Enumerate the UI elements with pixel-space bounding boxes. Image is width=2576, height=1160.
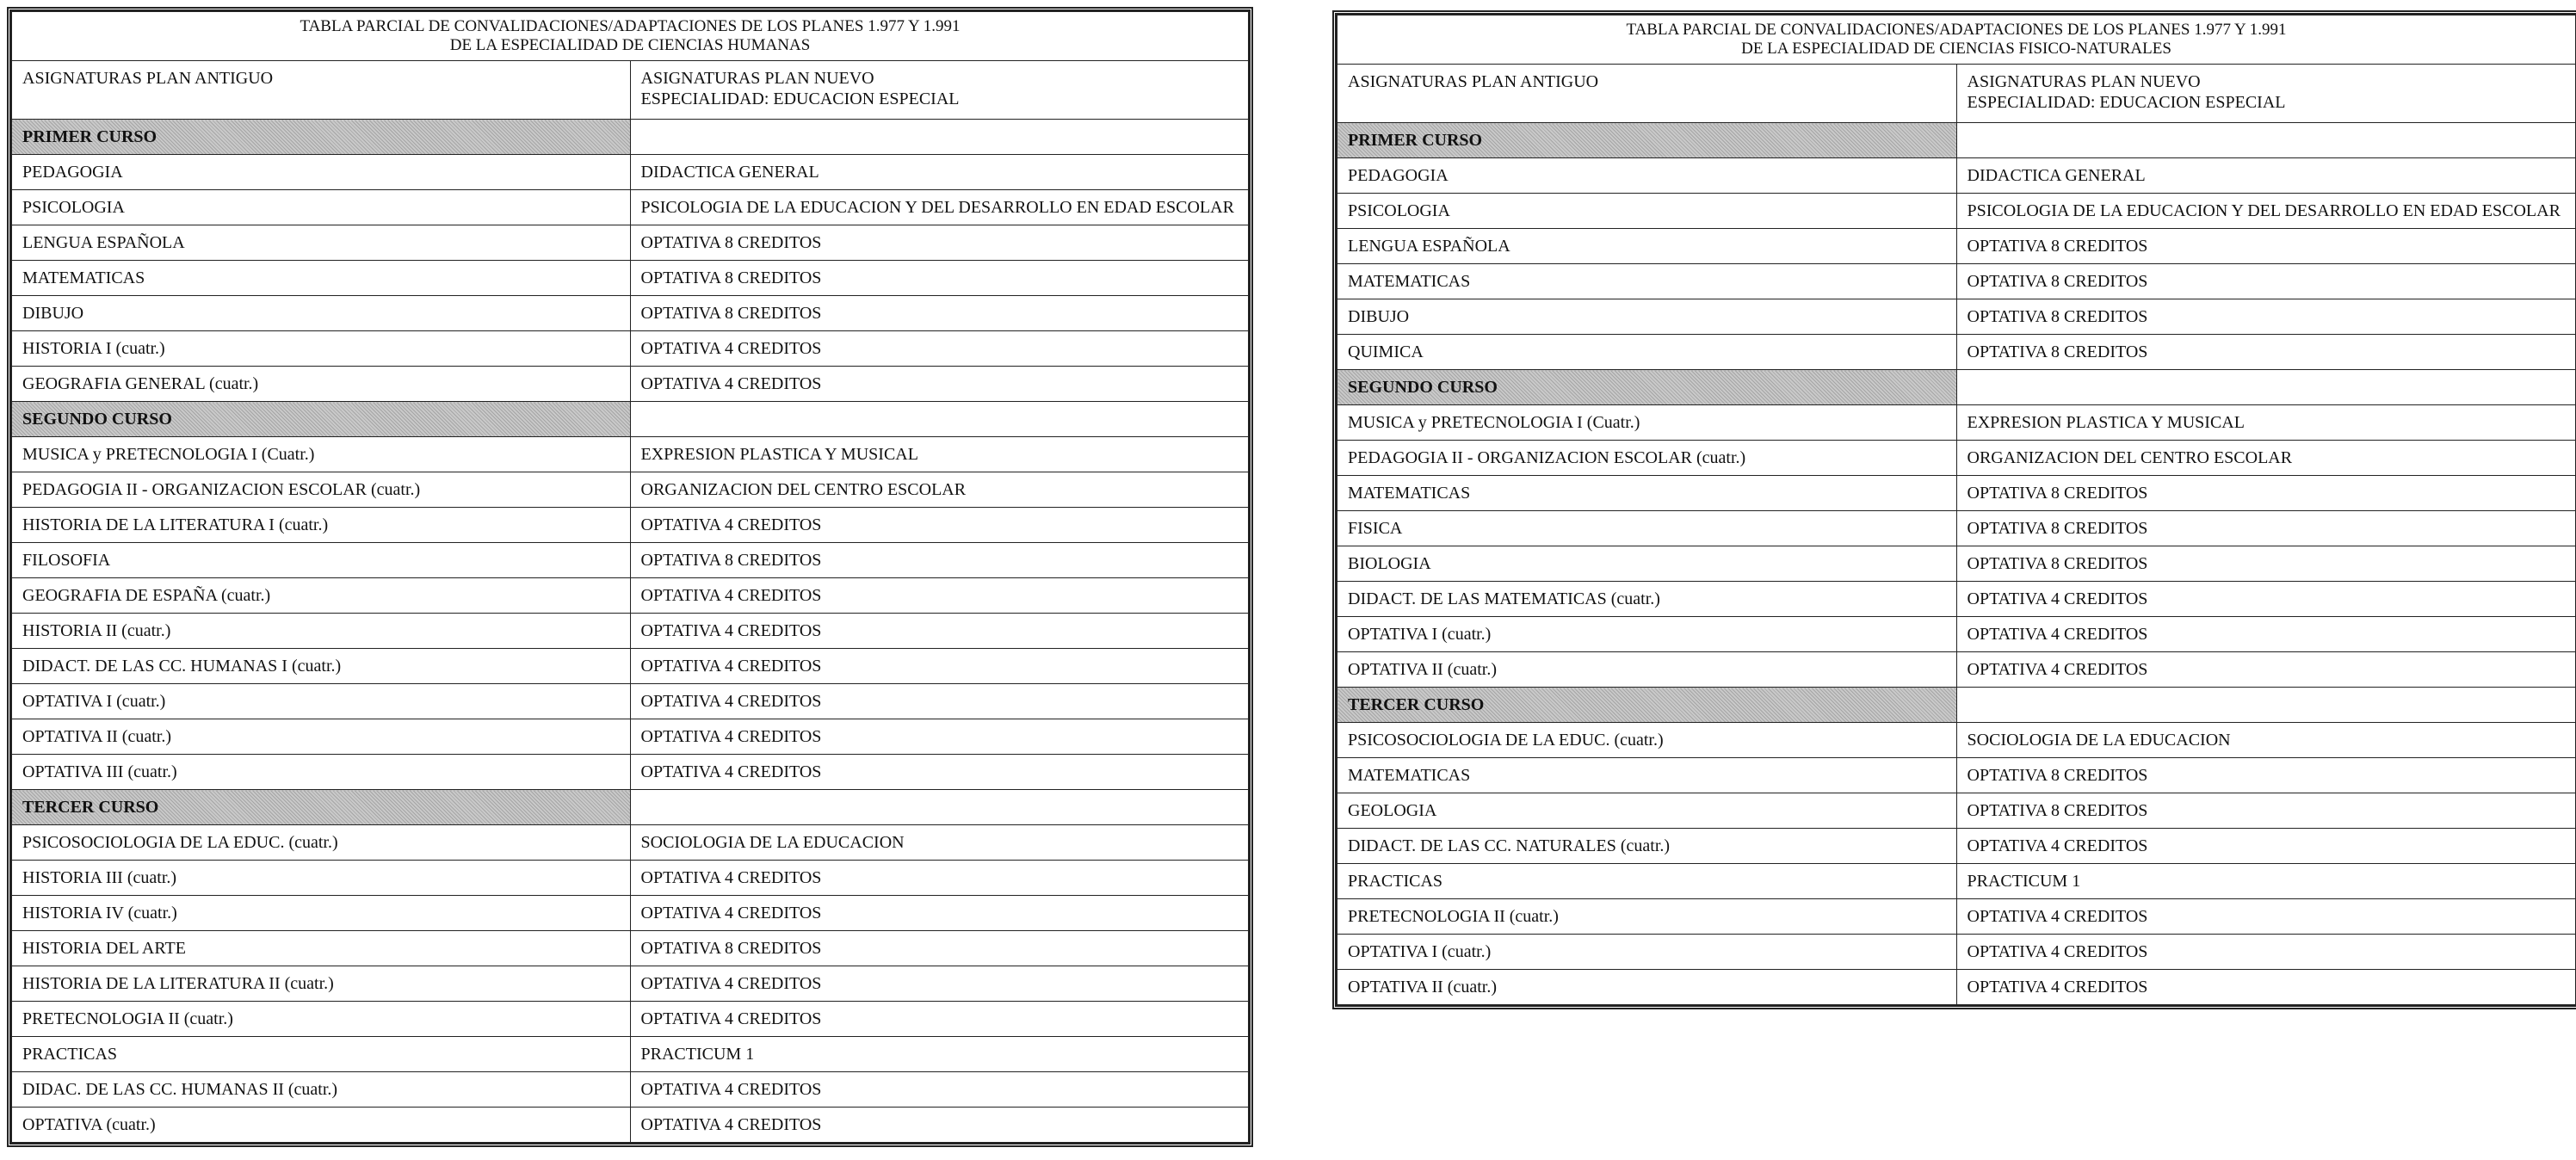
section-row — [12, 402, 1249, 437]
table-row — [1337, 405, 2576, 441]
old-subject-cell: OPTATIVA I (cuatr.) — [12, 684, 631, 719]
old-subject-cell: BIOLOGIA — [1337, 546, 1957, 582]
title-line-2: DE LA ESPECIALIDAD DE CIENCIAS FISICO-NATURALES — [1741, 40, 2171, 58]
old-subject-cell: FILOSOFIA — [12, 543, 631, 578]
table-ciencias-fisico-naturales — [1332, 10, 2576, 1009]
old-subject-cell: HISTORIA DEL ARTE — [12, 931, 631, 966]
table-row — [12, 472, 1249, 508]
col-new-header-line-2: ESPECIALIDAD: EDUCACION ESPECIAL — [640, 89, 960, 108]
new-subject-cell: OPTATIVA 4 CREDITOS — [630, 719, 1249, 755]
new-subject-cell: ORGANIZACION DEL CENTRO ESCOLAR — [630, 472, 1249, 508]
section-empty-cell — [1956, 370, 2576, 405]
new-subject-cell: OPTATIVA 8 CREDITOS — [630, 543, 1249, 578]
new-subject-cell: OPTATIVA 4 CREDITOS — [630, 861, 1249, 896]
new-subject-cell: OPTATIVA 4 CREDITOS — [630, 1002, 1249, 1037]
column-header-row — [12, 61, 1249, 120]
table-row — [1337, 264, 2576, 299]
column-header-row — [1337, 65, 2576, 123]
table-row — [12, 225, 1249, 261]
section-row — [12, 790, 1249, 825]
table-row — [1337, 935, 2576, 970]
old-subject-cell: HISTORIA DE LA LITERATURA I (cuatr.) — [12, 508, 631, 543]
old-subject-cell: GEOGRAFIA DE ESPAÑA (cuatr.) — [12, 578, 631, 614]
table-row — [12, 367, 1249, 402]
old-subject-cell: PEDAGOGIA II - ORGANIZACION ESCOLAR (cuatr.) — [12, 472, 631, 508]
old-subject-cell: MUSICA y PRETECNOLOGIA I (Cuatr.) — [12, 437, 631, 472]
new-subject-cell: SOCIOLOGIA DE LA EDUCACION — [630, 825, 1249, 861]
new-subject-cell: OPTATIVA 8 CREDITOS — [1956, 335, 2576, 370]
old-subject-cell: DIDACT. DE LAS MATEMATICAS (cuatr.) — [1337, 582, 1957, 617]
new-subject-cell: EXPRESION PLASTICA Y MUSICAL — [1956, 405, 2576, 441]
new-subject-cell: OPTATIVA 4 CREDITOS — [1956, 617, 2576, 652]
new-subject-cell: OPTATIVA 8 CREDITOS — [1956, 229, 2576, 264]
table-row — [12, 896, 1249, 931]
new-subject-cell: OPTATIVA 4 CREDITOS — [630, 649, 1249, 684]
old-subject-cell: DIBUJO — [1337, 299, 1957, 335]
new-subject-cell: OPTATIVA 4 CREDITOS — [630, 578, 1249, 614]
new-subject-cell: OPTATIVA 8 CREDITOS — [1956, 299, 2576, 335]
new-subject-cell: OPTATIVA 8 CREDITOS — [630, 296, 1249, 331]
table-title — [12, 12, 1249, 61]
col-new-header-line-1: ASIGNATURAS PLAN NUEVO — [1967, 72, 2201, 91]
table-row — [12, 1037, 1249, 1072]
old-subject-cell: DIDACT. DE LAS CC. NATURALES (cuatr.) — [1337, 829, 1957, 864]
new-subject-cell: DIDACTICA GENERAL — [630, 155, 1249, 190]
old-subject-cell: QUIMICA — [1337, 335, 1957, 370]
title-line-2: DE LA ESPECIALIDAD DE CIENCIAS HUMANAS — [449, 36, 811, 54]
old-subject-cell: PEDAGOGIA — [1337, 158, 1957, 194]
old-subject-cell: GEOGRAFIA GENERAL (cuatr.) — [12, 367, 631, 402]
section-row — [1337, 688, 2576, 723]
old-subject-cell: MUSICA y PRETECNOLOGIA I (Cuatr.) — [1337, 405, 1957, 441]
old-subject-cell: PSICOLOGIA — [12, 190, 631, 225]
section-label: SEGUNDO CURSO — [12, 402, 631, 437]
new-subject-cell: OPTATIVA 4 CREDITOS — [1956, 652, 2576, 688]
new-subject-cell: OPTATIVA 8 CREDITOS — [630, 225, 1249, 261]
new-subject-cell: PRACTICUM 1 — [630, 1037, 1249, 1072]
old-subject-cell: DIDACT. DE LAS CC. HUMANAS I (cuatr.) — [12, 649, 631, 684]
table-row — [1337, 299, 2576, 335]
title-row — [12, 12, 1249, 61]
new-subject-cell: OPTATIVA 8 CREDITOS — [1956, 546, 2576, 582]
table-row — [1337, 441, 2576, 476]
title-row — [1337, 15, 2576, 65]
old-subject-cell: MATEMATICAS — [1337, 476, 1957, 511]
old-subject-cell: OPTATIVA (cuatr.) — [12, 1108, 631, 1143]
section-label: PRIMER CURSO — [1337, 123, 1957, 158]
section-label: PRIMER CURSO — [12, 120, 631, 155]
old-subject-cell: PRETECNOLOGIA II (cuatr.) — [12, 1002, 631, 1037]
table-row — [12, 155, 1249, 190]
new-subject-cell: OPTATIVA 4 CREDITOS — [1956, 935, 2576, 970]
new-subject-cell: DIDACTICA GENERAL — [1956, 158, 2576, 194]
table-row — [1337, 511, 2576, 546]
table-row — [12, 931, 1249, 966]
table-row — [12, 649, 1249, 684]
table-row — [12, 825, 1249, 861]
table-row — [1337, 476, 2576, 511]
table-row — [12, 578, 1249, 614]
new-subject-cell: OPTATIVA 4 CREDITOS — [630, 896, 1249, 931]
new-subject-cell: OPTATIVA 4 CREDITOS — [630, 508, 1249, 543]
old-subject-cell: PEDAGOGIA — [12, 155, 631, 190]
col-old-header: ASIGNATURAS PLAN ANTIGUO — [1337, 65, 1957, 123]
table-row — [1337, 970, 2576, 1005]
new-subject-cell: OPTATIVA 4 CREDITOS — [1956, 970, 2576, 1005]
new-subject-cell: OPTATIVA 4 CREDITOS — [1956, 582, 2576, 617]
table-body — [1337, 123, 2576, 1005]
table-row — [12, 614, 1249, 649]
table-row — [1337, 864, 2576, 899]
new-subject-cell: OPTATIVA 4 CREDITOS — [630, 331, 1249, 367]
table-row — [1337, 793, 2576, 829]
new-subject-cell: OPTATIVA 8 CREDITOS — [630, 931, 1249, 966]
table-row — [12, 755, 1249, 790]
col-new-header-line-1: ASIGNATURAS PLAN NUEVO — [640, 69, 874, 88]
new-subject-cell: PRACTICUM 1 — [1956, 864, 2576, 899]
old-subject-cell: DIBUJO — [12, 296, 631, 331]
col-new-header — [1956, 65, 2576, 123]
table-row — [12, 296, 1249, 331]
old-subject-cell: FISICA — [1337, 511, 1957, 546]
table-row — [12, 543, 1249, 578]
old-subject-cell: OPTATIVA II (cuatr.) — [1337, 652, 1957, 688]
new-subject-cell: OPTATIVA 8 CREDITOS — [1956, 793, 2576, 829]
table-row — [1337, 652, 2576, 688]
col-new-header-line-2: ESPECIALIDAD: EDUCACION ESPECIAL — [1967, 93, 2286, 112]
col-old-header: ASIGNATURAS PLAN ANTIGUO — [12, 61, 631, 120]
new-subject-cell: OPTATIVA 4 CREDITOS — [630, 614, 1249, 649]
table-row — [1337, 829, 2576, 864]
section-empty-cell — [630, 402, 1249, 437]
old-subject-cell: OPTATIVA I (cuatr.) — [1337, 617, 1957, 652]
new-subject-cell: OPTATIVA 8 CREDITOS — [1956, 511, 2576, 546]
section-label: TERCER CURSO — [1337, 688, 1957, 723]
old-subject-cell: PRETECNOLOGIA II (cuatr.) — [1337, 899, 1957, 935]
old-subject-cell: DIDAC. DE LAS CC. HUMANAS II (cuatr.) — [12, 1072, 631, 1108]
old-subject-cell: PSICOLOGIA — [1337, 194, 1957, 229]
section-label: TERCER CURSO — [12, 790, 631, 825]
old-subject-cell: OPTATIVA II (cuatr.) — [1337, 970, 1957, 1005]
section-empty-cell — [630, 790, 1249, 825]
section-empty-cell — [1956, 688, 2576, 723]
old-subject-cell: OPTATIVA I (cuatr.) — [1337, 935, 1957, 970]
convalidation-table — [1337, 15, 2576, 1005]
new-subject-cell: SOCIOLOGIA DE LA EDUCACION — [1956, 723, 2576, 758]
table-row — [1337, 229, 2576, 264]
section-row — [1337, 123, 2576, 158]
table-ciencias-humanas — [7, 7, 1253, 1147]
new-subject-cell: ORGANIZACION DEL CENTRO ESCOLAR — [1956, 441, 2576, 476]
table-row — [1337, 546, 2576, 582]
new-subject-cell: OPTATIVA 4 CREDITOS — [630, 1072, 1249, 1108]
table-row — [1337, 582, 2576, 617]
table-row — [1337, 194, 2576, 229]
section-row — [12, 120, 1249, 155]
old-subject-cell: PEDAGOGIA II - ORGANIZACION ESCOLAR (cuatr.) — [1337, 441, 1957, 476]
table-row — [12, 190, 1249, 225]
old-subject-cell: HISTORIA DE LA LITERATURA II (cuatr.) — [12, 966, 631, 1002]
table-row — [1337, 899, 2576, 935]
table-row — [12, 1002, 1249, 1037]
old-subject-cell: OPTATIVA III (cuatr.) — [12, 755, 631, 790]
table-row — [12, 719, 1249, 755]
old-subject-cell: PSICOSOCIOLOGIA DE LA EDUC. (cuatr.) — [1337, 723, 1957, 758]
old-subject-cell: HISTORIA III (cuatr.) — [12, 861, 631, 896]
table-row — [12, 261, 1249, 296]
new-subject-cell: OPTATIVA 8 CREDITOS — [630, 261, 1249, 296]
new-subject-cell: OPTATIVA 4 CREDITOS — [1956, 899, 2576, 935]
table-row — [12, 1108, 1249, 1143]
old-subject-cell: OPTATIVA II (cuatr.) — [12, 719, 631, 755]
new-subject-cell: OPTATIVA 4 CREDITOS — [630, 755, 1249, 790]
old-subject-cell: GEOLOGIA — [1337, 793, 1957, 829]
new-subject-cell: OPTATIVA 4 CREDITOS — [630, 966, 1249, 1002]
old-subject-cell: PSICOSOCIOLOGIA DE LA EDUC. (cuatr.) — [12, 825, 631, 861]
table-row — [1337, 158, 2576, 194]
new-subject-cell: OPTATIVA 4 CREDITOS — [630, 1108, 1249, 1143]
table-row — [12, 684, 1249, 719]
title-line-1: TABLA PARCIAL DE CONVALIDACIONES/ADAPTACIONES DE LOS PLANES 1.977 Y 1.991 — [300, 17, 961, 35]
new-subject-cell: PSICOLOGIA DE LA EDUCACION Y DEL DESARROLLO EN EDAD ESCOLAR — [1956, 194, 2576, 229]
section-empty-cell — [630, 120, 1249, 155]
new-subject-cell: OPTATIVA 4 CREDITOS — [1956, 829, 2576, 864]
table-row — [1337, 723, 2576, 758]
old-subject-cell: MATEMATICAS — [1337, 264, 1957, 299]
table-row — [12, 966, 1249, 1002]
section-label: SEGUNDO CURSO — [1337, 370, 1957, 405]
new-subject-cell: PSICOLOGIA DE LA EDUCACION Y DEL DESARROLLO EN EDAD ESCOLAR — [630, 190, 1249, 225]
new-subject-cell: OPTATIVA 8 CREDITOS — [1956, 758, 2576, 793]
title-line-1: TABLA PARCIAL DE CONVALIDACIONES/ADAPTACIONES DE LOS PLANES 1.977 Y 1.991 — [1626, 21, 2287, 39]
convalidation-table — [11, 11, 1249, 1143]
old-subject-cell: MATEMATICAS — [12, 261, 631, 296]
old-subject-cell: LENGUA ESPAÑOLA — [12, 225, 631, 261]
new-subject-cell: OPTATIVA 4 CREDITOS — [630, 367, 1249, 402]
section-empty-cell — [1956, 123, 2576, 158]
new-subject-cell: EXPRESION PLASTICA Y MUSICAL — [630, 437, 1249, 472]
old-subject-cell: HISTORIA I (cuatr.) — [12, 331, 631, 367]
table-row — [12, 1072, 1249, 1108]
table-row — [1337, 617, 2576, 652]
new-subject-cell: OPTATIVA 8 CREDITOS — [1956, 476, 2576, 511]
table-row — [12, 508, 1249, 543]
table-row — [12, 331, 1249, 367]
old-subject-cell: MATEMATICAS — [1337, 758, 1957, 793]
table-row — [12, 861, 1249, 896]
col-new-header — [630, 61, 1249, 120]
old-subject-cell: HISTORIA II (cuatr.) — [12, 614, 631, 649]
table-row — [1337, 335, 2576, 370]
old-subject-cell: HISTORIA IV (cuatr.) — [12, 896, 631, 931]
section-row — [1337, 370, 2576, 405]
new-subject-cell: OPTATIVA 4 CREDITOS — [630, 684, 1249, 719]
new-subject-cell: OPTATIVA 8 CREDITOS — [1956, 264, 2576, 299]
old-subject-cell: PRACTICAS — [1337, 864, 1957, 899]
table-row — [1337, 758, 2576, 793]
table-title — [1337, 15, 2576, 65]
old-subject-cell: PRACTICAS — [12, 1037, 631, 1072]
table-body — [12, 120, 1249, 1143]
old-subject-cell: LENGUA ESPAÑOLA — [1337, 229, 1957, 264]
table-row — [12, 437, 1249, 472]
